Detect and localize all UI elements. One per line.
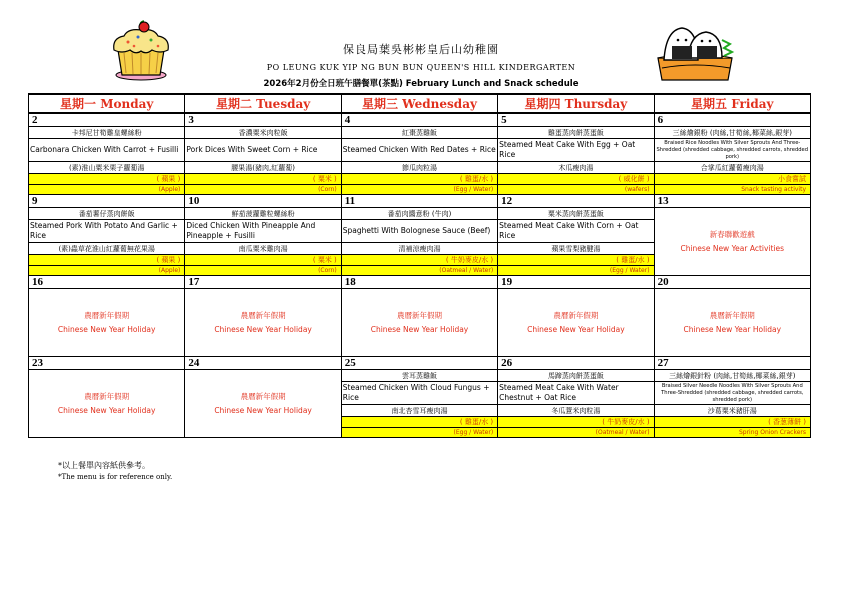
- snack-english: (Oatmeal / Water): [498, 428, 654, 438]
- soup: 腰果湯(豬肉,紅蘿蔔): [185, 162, 341, 174]
- snack-chinese: ( 粟米 ): [185, 174, 341, 185]
- date-number: 16: [29, 276, 185, 289]
- snack-english: (Corn): [185, 266, 341, 276]
- soup: 木瓜瘦肉湯: [498, 162, 654, 174]
- snack-chinese: ( 粟米 ): [185, 255, 341, 266]
- snack-english: (wafers): [498, 185, 654, 195]
- date-number: 25: [341, 357, 497, 370]
- date-number: 17: [185, 276, 341, 289]
- day-header-monday: 星期一 Monday: [29, 94, 185, 113]
- holiday-row: [29, 289, 811, 357]
- holiday-cell: [654, 289, 810, 357]
- snack-chinese: ( 牛奶麥皮/水 ): [341, 255, 497, 266]
- cny-activities-cell: [654, 208, 810, 276]
- date-row: [29, 357, 811, 370]
- date-number: 4: [341, 113, 497, 127]
- snack-english: (Apple): [29, 185, 185, 195]
- snack-cn-row: [29, 174, 811, 185]
- snack-english: (Oatmeal / Water): [341, 266, 497, 276]
- lunch-english: Steamed Chicken With Cloud Fungus + Rice: [341, 382, 497, 405]
- lunch-english: Steamed Meat Cake With Water Chestnut + Oat Rice: [498, 382, 654, 405]
- holiday-cell: [185, 289, 341, 357]
- holiday-chinese: 農曆新年假期: [84, 391, 130, 401]
- lunch-english: Steamed Meat Cake With Egg + Oat Rice: [498, 139, 654, 162]
- date-row: [29, 195, 811, 208]
- holiday-chinese: 農曆新年假期: [84, 310, 130, 320]
- holiday-english: Chinese New Year Holiday: [214, 405, 312, 415]
- date-number: 11: [341, 195, 497, 208]
- date-number: 19: [498, 276, 654, 289]
- soup: 合掌瓜紅蘿蔔瘦肉湯: [654, 162, 810, 174]
- date-number: 27: [654, 357, 810, 370]
- soup: 冬瓜薏米肉粒湯: [498, 405, 654, 417]
- day-header-wednesday: 星期三 Wednesday: [341, 94, 497, 113]
- lunch-chinese: 紅棗蒸雞飯: [341, 127, 497, 139]
- lunch-english: Diced Chicken With Pineapple And Pineapple + Fusilli: [185, 220, 341, 243]
- schedule-title: 2026年2月份全日班午膳餐單(茶點) February Lunch and Snack schedule: [263, 79, 579, 89]
- date-row: [29, 113, 811, 127]
- snack-chinese: ( 牛奶麥皮/水 ): [498, 417, 654, 428]
- holiday-english: Chinese New Year Holiday: [683, 324, 782, 334]
- holiday-cell: [185, 370, 341, 438]
- date-number: 2: [29, 113, 185, 127]
- holiday-chinese: 農曆新年假期: [240, 310, 286, 320]
- lunch-cn-row: [29, 208, 811, 220]
- date-row: [29, 276, 811, 289]
- holiday-english: Chinese New Year Holiday: [57, 324, 156, 334]
- snack-chinese: ( 香葱薄餅 ): [654, 417, 810, 428]
- date-number: 5: [498, 113, 654, 127]
- snack-en-row: [29, 185, 811, 195]
- holiday-english: Chinese New Year Holiday: [527, 324, 625, 334]
- date-number: 12: [498, 195, 654, 208]
- lunch-chinese: 香濃粟米肉粒飯: [185, 127, 341, 139]
- date-number: 3: [185, 113, 341, 127]
- date-number: 23: [29, 357, 185, 370]
- note-chinese: *以上餐單內容紙供參考。: [58, 461, 150, 470]
- lunch-chinese: 雞蛋蒸肉餅蒸蛋飯: [498, 127, 654, 139]
- snack-english: (Corn): [185, 185, 341, 195]
- cny-activities-chinese: 新春聯歡遊戲: [709, 229, 755, 239]
- soup: 蘋果雪梨豬腱湯: [498, 243, 654, 255]
- lunch-english: Steamed Meat Cake With Corn + Oat Rice: [498, 220, 654, 243]
- lunch-cn-row: [29, 127, 811, 139]
- lunch-english: Spaghetti With Bolognese Sauce (Beef): [341, 220, 497, 243]
- lunch-chinese: 雲耳蒸雞飯: [341, 370, 497, 382]
- snack-english: (Apple): [29, 266, 185, 276]
- holiday-cell: [29, 370, 185, 438]
- snack-english: Snack tasting activity: [654, 185, 810, 195]
- holiday-english: Chinese New Year Holiday: [214, 324, 312, 334]
- weekday-header-row: [29, 94, 811, 113]
- date-number: 9: [29, 195, 185, 208]
- holiday-chinese: 農曆新年假期: [240, 391, 286, 401]
- day-header-thursday: 星期四 Thursday: [498, 94, 654, 113]
- day-header-friday: 星期五 Friday: [654, 94, 810, 113]
- soup-row: [29, 162, 811, 174]
- soup: 沙葛粟米豬肝湯: [654, 405, 810, 417]
- holiday-chinese: 農曆新年假期: [709, 310, 755, 320]
- lunch-chinese: 三絲燴銀針粉 (肉絲,甘筍絲,椰菜絲,銀芽): [654, 370, 810, 382]
- snack-chinese: ( 雞蛋/水 ): [498, 255, 654, 266]
- date-number: 10: [185, 195, 341, 208]
- holiday-chinese: 農曆新年假期: [553, 310, 599, 320]
- lunch-english: Pork Dices With Sweet Corn + Rice: [185, 139, 341, 162]
- snack-english: (Egg / Water): [341, 185, 497, 195]
- holiday-cell: [498, 289, 654, 357]
- lunch-chinese: 三絲燴銀粉 (肉絲,甘筍絲,椰菜絲,銀芽): [654, 127, 810, 139]
- lunch-english: Braised Rice Noodles With Silver Sprouts And Three-Shredded (shredded cabbage, shredded carrots, shredded pork): [654, 139, 810, 162]
- snack-english: Spring Onion Crackers: [654, 428, 810, 438]
- snack-chinese: 小食嘗試: [654, 174, 810, 185]
- date-number: 26: [498, 357, 654, 370]
- lunch-chinese: 鮮茄菠蘿雞粒螺絲粉: [185, 208, 341, 220]
- lunch-chinese: 卡邦尼甘筍雞皇螺絲粉: [29, 127, 185, 139]
- holiday-english: Chinese New Year Holiday: [57, 405, 156, 415]
- soup: 南北杏雪耳瘦肉湯: [341, 405, 497, 417]
- lunch-english: Steamed Pork With Potato And Garlic + Rice: [29, 220, 185, 243]
- holiday-chinese: 農曆新年假期: [396, 310, 442, 320]
- snack-chinese: ( 蘋果 ): [29, 174, 185, 185]
- soup: 節瓜肉粒湯: [341, 162, 497, 174]
- snack-english: (Egg / Water): [341, 428, 497, 438]
- date-number: 24: [185, 357, 341, 370]
- lunch-english: Braised Silver Needle Noodles With Silver Sprouts And Three-Shredded (shredded cabbage, shredded carrots, shredded pork): [654, 382, 810, 405]
- snack-english: (Egg / Water): [498, 266, 654, 276]
- date-number: 13: [654, 195, 810, 208]
- soup: 清補涼瘦肉湯: [341, 243, 497, 255]
- soup: (素)蟲草花淮山紅蘿蔔無花果湯: [29, 243, 185, 255]
- lunch-chinese: 番茄肉醬意粉 (牛肉): [341, 208, 497, 220]
- soup: 南瓜粟米雞肉湯: [185, 243, 341, 255]
- school-name-chinese: 保良局葉吳彬彬皇后山幼稚園: [343, 43, 499, 56]
- holiday-english: Chinese New Year Holiday: [370, 324, 469, 334]
- lunch-cn-row: [29, 370, 811, 382]
- date-number: 18: [341, 276, 497, 289]
- snack-chinese: ( 雞蛋/水 ): [341, 174, 497, 185]
- date-number: 6: [654, 113, 810, 127]
- lunch-chinese: 番茄薯仔蒸肉餅飯: [29, 208, 185, 220]
- cny-activities-english: Chinese New Year Activities: [680, 243, 785, 253]
- soup: (素)淮山粟米栗子蘿蔔湯: [29, 162, 185, 174]
- lunch-english: Carbonara Chicken With Carrot + Fusilli: [29, 139, 185, 162]
- snack-chinese: ( 蘋果 ): [29, 255, 185, 266]
- lunch-english: Steamed Chicken With Red Dates + Rice: [341, 139, 497, 162]
- holiday-cell: [29, 289, 185, 357]
- date-number: 20: [654, 276, 810, 289]
- lunch-chinese: 馬蹄蒸肉餅蒸蛋飯: [498, 370, 654, 382]
- lunch-chinese: 粟米蒸肉餅蒸蛋飯: [498, 208, 654, 220]
- school-name-english: PO LEUNG KUK YIP NG BUN BUN QUEEN'S HILL KINDERGARTEN: [266, 63, 576, 72]
- snack-chinese: ( 威化餅 ): [498, 174, 654, 185]
- day-header-tuesday: 星期二 Tuesday: [185, 94, 341, 113]
- menu-table: [28, 93, 811, 438]
- note-english: *The menu is for reference only.: [58, 473, 173, 481]
- snack-chinese: ( 雞蛋/水 ): [341, 417, 497, 428]
- lunch-en-row: [29, 139, 811, 162]
- holiday-cell: [341, 289, 497, 357]
